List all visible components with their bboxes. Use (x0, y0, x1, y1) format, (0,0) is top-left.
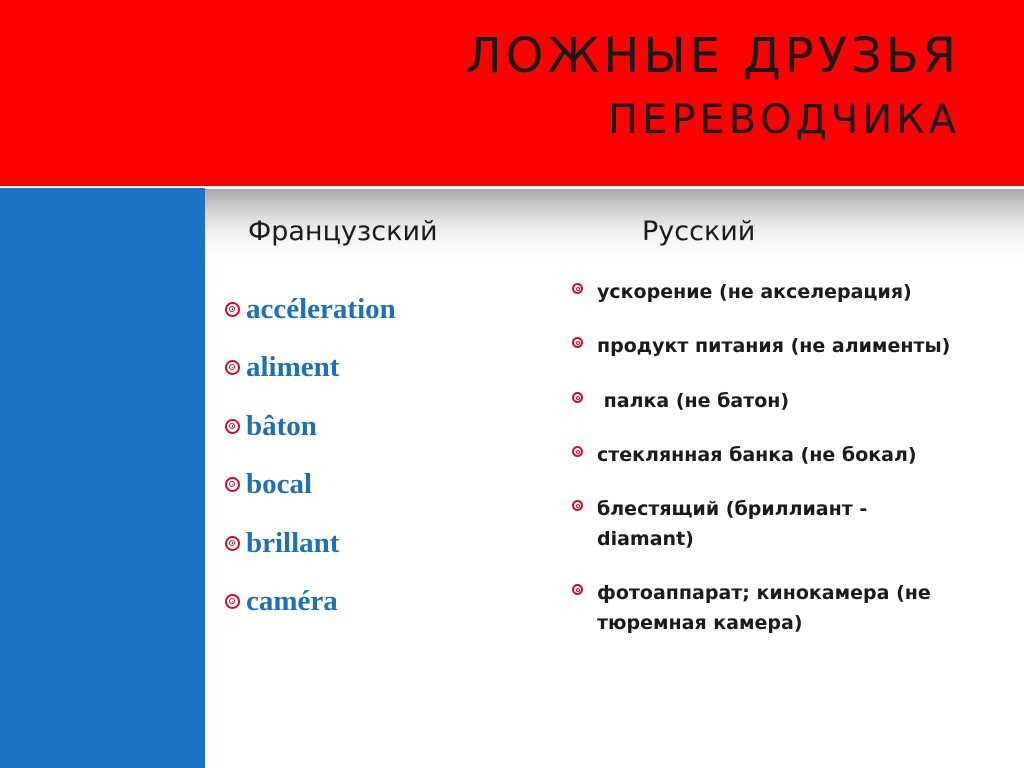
russian-translation-item (572, 277, 952, 307)
french-word-item (225, 397, 396, 456)
french-word-list (225, 280, 396, 631)
french-word: bocal (246, 468, 313, 501)
french-word-item (225, 573, 396, 632)
russian-translation: блестящий (бриллиант - diamant) (597, 498, 874, 550)
french-word-item (225, 280, 396, 339)
russian-translation: ускорение (не акселерация) (597, 281, 912, 303)
french-word: accéleration (246, 292, 396, 325)
bullet-icon (572, 446, 583, 457)
russian-translation-item (572, 386, 952, 416)
russian-translation: стеклянная банка (не бокал) (597, 444, 917, 466)
french-word-item (225, 456, 396, 515)
russian-translation-item (572, 331, 952, 361)
bullet-icon (225, 302, 240, 317)
bullet-icon (572, 584, 583, 595)
russian-translation-item (572, 494, 952, 554)
bullet-icon (225, 360, 240, 375)
bullet-icon (225, 536, 240, 551)
bullet-icon (572, 337, 583, 348)
french-word: aliment (246, 351, 340, 384)
column-header-russian: Русский (642, 216, 756, 247)
russian-translation: палка (не батон) (597, 390, 790, 412)
bullet-icon (225, 419, 240, 434)
bullet-icon (572, 500, 583, 511)
column-header-french: Французский (248, 216, 438, 247)
slide-title-line-2: ПЕРЕВОДЧИКА (607, 97, 960, 143)
russian-translation: фотоаппарат; кинокамера (не тюремная камера) (597, 582, 938, 634)
slide-title-line-1: ЛОЖНЫЕ ДРУЗЬЯ (465, 28, 960, 84)
russian-translation-item (572, 440, 952, 470)
bullet-icon (225, 477, 240, 492)
slide-title (466, 24, 960, 152)
russian-translation-item (572, 578, 952, 638)
bullet-icon (225, 594, 240, 609)
left-accent-bar (0, 188, 205, 768)
french-word-item (225, 514, 396, 573)
french-word: bâton (246, 409, 317, 442)
french-word: brillant (246, 526, 340, 559)
bullet-icon (572, 392, 583, 403)
russian-translation: продукт питания (не алименты) (597, 335, 951, 357)
french-word: caméra (246, 585, 338, 618)
french-word-item (225, 339, 396, 398)
bullet-icon (572, 283, 583, 294)
